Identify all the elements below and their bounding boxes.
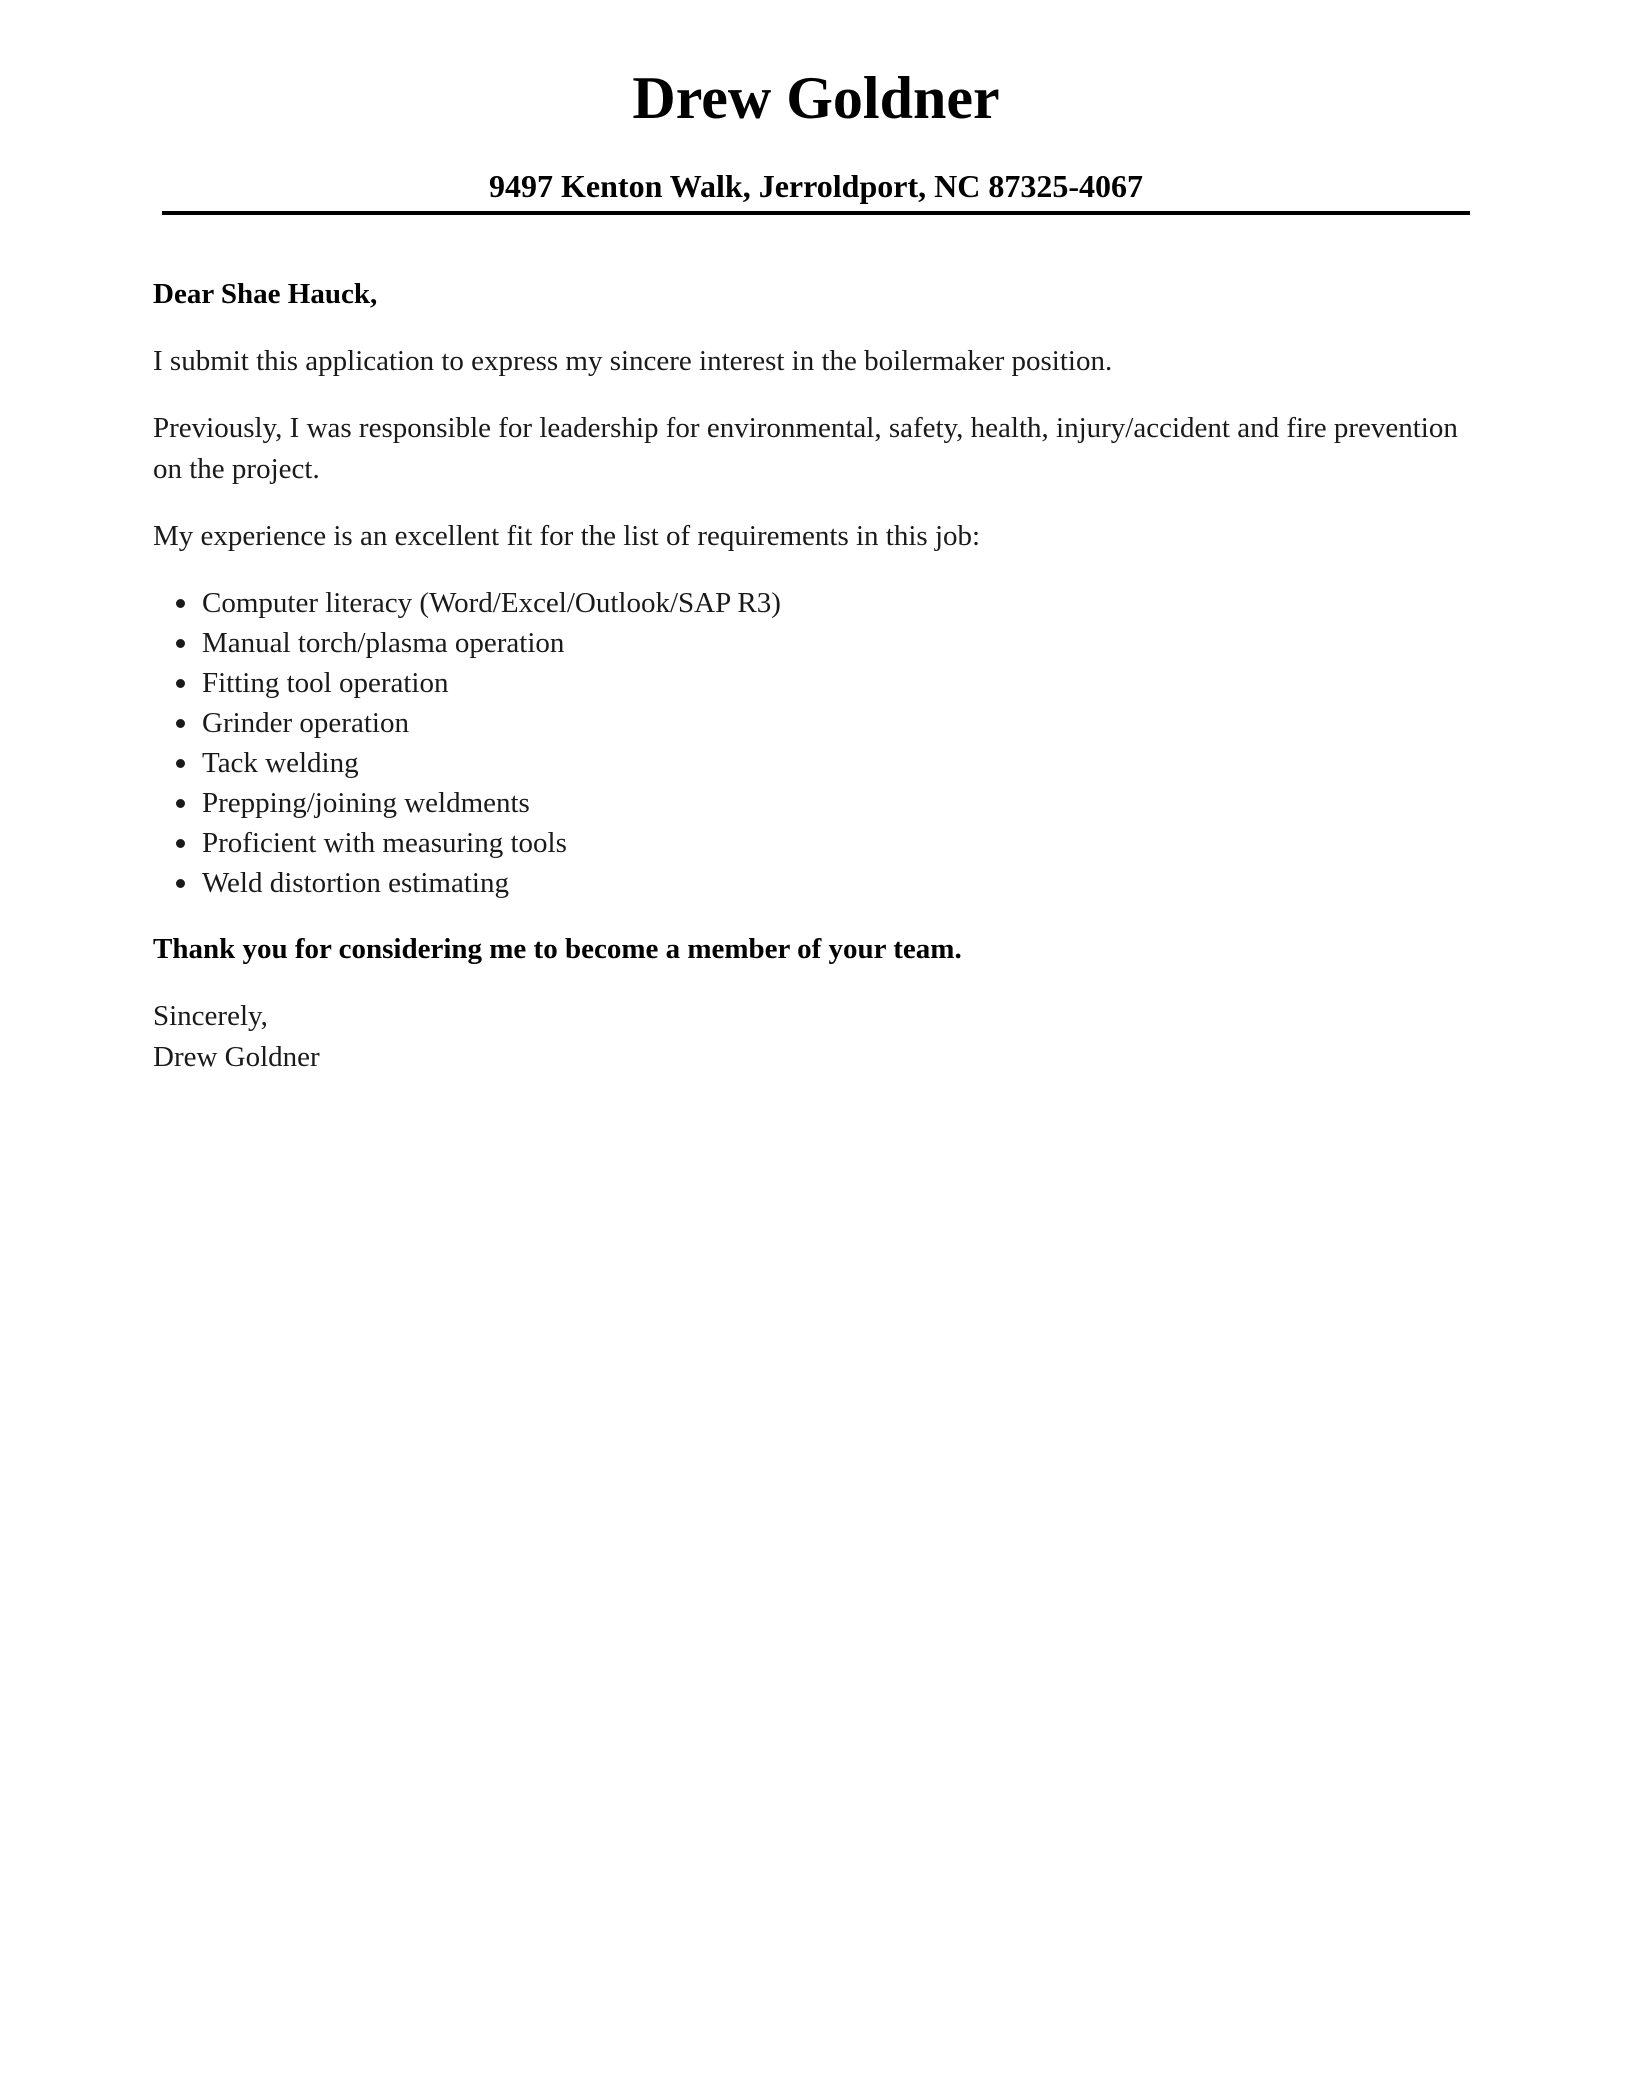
list-item (153, 663, 1493, 703)
signoff-block (153, 996, 1493, 1078)
list-item (153, 583, 1493, 623)
list-item-text: Computer literacy (Word/Excel/Outlook/SAP R3) (202, 587, 781, 619)
list-item (153, 823, 1493, 863)
paragraph-requirements-intro: My experience is an excellent fit for the list of requirements in this job: (153, 520, 981, 552)
bullet-icon (176, 799, 185, 808)
list-item (153, 743, 1493, 783)
bullet-icon (176, 719, 185, 728)
list-item-text: Prepping/joining weldments (202, 787, 530, 819)
closing-statement: Thank you for considering me to become a member of your team. (153, 933, 962, 965)
bullet-icon (176, 759, 185, 768)
applicant-name: Drew Goldner (632, 65, 1000, 131)
list-item-text: Grinder operation (202, 707, 409, 739)
list-item-text: Proficient with measuring tools (202, 827, 567, 859)
letter-body (153, 274, 1493, 1078)
bullet-icon (176, 679, 185, 688)
header-divider (162, 211, 1470, 215)
list-item-text: Fitting tool operation (202, 667, 449, 699)
list-item (153, 623, 1493, 663)
list-item-text: Tack welding (202, 747, 359, 779)
signoff: Sincerely, (153, 1000, 268, 1032)
list-item (153, 863, 1493, 903)
paragraph-intro: I submit this application to express my sincere interest in the boilermaker position. (153, 345, 1113, 377)
bullet-icon (176, 639, 185, 648)
list-item (153, 783, 1493, 823)
signature-name: Drew Goldner (153, 1041, 320, 1073)
list-item (153, 703, 1493, 743)
requirements-list (153, 583, 1493, 903)
list-item-text: Manual torch/plasma operation (202, 627, 565, 659)
salutation: Dear Shae Hauck, (153, 278, 378, 310)
paragraph-experience: Previously, I was responsible for leadership for environmental, safety, health, injury/accident and fire prevention on the project. (153, 412, 1458, 485)
bullet-icon (176, 599, 185, 608)
applicant-address: 9497 Kenton Walk, Jerroldport, NC 87325-4067 (489, 168, 1143, 204)
bullet-icon (176, 879, 185, 888)
list-item-text: Weld distortion estimating (202, 867, 509, 899)
bullet-icon (176, 839, 185, 848)
